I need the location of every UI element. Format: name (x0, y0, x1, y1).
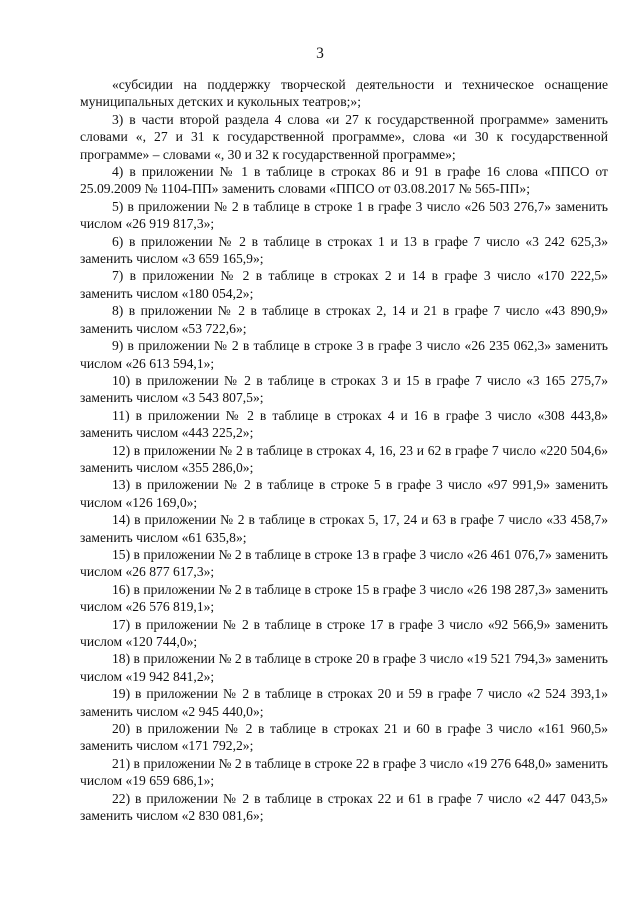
paragraph-item-22: 22) в приложении № 2 в таблице в строках 22 и 61 в графе 7 число «2 447 043,5» заменить числом «2 830 081,6»; (80, 790, 608, 824)
paragraph-item-11: 11) в приложении № 2 в таблице в строках 4 и 16 в графе 3 число «308 443,8» заменить числом «443 225,2»; (80, 407, 608, 441)
paragraph-item-12: 12) в приложении № 2 в таблице в строках 4, 16, 23 и 62 в графе 7 число «220 504,6» заменить числом «355 286,0»; (80, 442, 608, 475)
paragraph-item-21: 21) в приложении № 2 в таблице в строке 22 в графе 3 число «19 276 648,0» заменить числом «19 659 686,1»; (80, 755, 608, 789)
paragraph-item-15: 15) в приложении № 2 в таблице в строке 13 в графе 3 число «26 461 076,7» заменить числом «26 877 617,3»; (80, 546, 608, 580)
paragraph-item-5: 5) в приложении № 2 в таблице в строке 1 в графе 3 число «26 503 276,7» заменить числом «26 919 817,3»; (80, 198, 608, 232)
paragraph-continuation: «субсидии на поддержку творческой деятельности и техническое оснащение муниципальных детских и кукольных театров;»; (80, 77, 608, 110)
paragraph-item-16: 16) в приложении № 2 в таблице в строке 15 в графе 3 число «26 198 287,3» заменить числом «26 576 819,1»; (80, 581, 608, 615)
paragraph-item-18: 18) в приложении № 2 в таблице в строке 20 в графе 3 число «19 521 794,3» заменить числом «19 942 841,2»; (80, 651, 608, 684)
paragraph-item-7: 7) в приложении № 2 в таблице в строках 2 и 14 в графе 3 число «170 222,5» заменить числом «180 054,2»; (80, 268, 608, 301)
paragraph-item-3: 3) в части второй раздела 4 слова «и 27 к государственной программе» заменить словами «, 27 и 31 к государственной программе», слова «и 30 к государственной программе» – словами «, 30 и 32 к государственной программе»; (80, 111, 608, 162)
paragraph-item-9: 9) в приложении № 2 в таблице в строке 3 в графе 3 число «26 235 062,3» заменить числом «26 613 594,1»; (80, 338, 608, 371)
paragraph-item-10: 10) в приложении № 2 в таблице в строках 3 и 15 в графе 7 число «3 165 275,7» заменить числом «3 543 807,5»; (80, 372, 608, 406)
paragraph-item-20: 20) в приложении № 2 в таблице в строках 21 и 60 в графе 3 число «161 960,5» заменить числом «171 792,2»; (80, 721, 608, 754)
paragraph-item-13: 13) в приложении № 2 в таблице в строке 5 в графе 3 число «97 991,9» заменить числом «126 169,0»; (80, 477, 608, 510)
paragraph-item-8: 8) в приложении № 2 в таблице в строках 2, 14 и 21 в графе 7 число «43 890,9» заменить числом «53 722,6»; (80, 303, 608, 336)
document-body (80, 76, 608, 824)
page-number: 3 (316, 45, 324, 62)
paragraph-item-6: 6) в приложении № 2 в таблице в строках 1 и 13 в графе 7 число «3 242 625,3» заменить числом «3 659 165,9»; (80, 233, 608, 267)
paragraph-item-14: 14) в приложении № 2 в таблице в строках 5, 17, 24 и 63 в графе 7 число «33 458,7» заменить числом «61 635,8»; (80, 512, 608, 545)
paragraph-item-4: 4) в приложении № 1 в таблице в строках 86 и 91 в графе 16 слова «ППСО от 25.09.2009 № 1104-ПП» заменить словами «ППСО от 03.08.2017 № 565-ПП»; (80, 164, 608, 197)
paragraph-item-17: 17) в приложении № 2 в таблице в строке 17 в графе 3 число «92 566,9» заменить числом «120 744,0»; (80, 616, 608, 649)
paragraph-item-19: 19) в приложении № 2 в таблице в строках 20 и 59 в графе 7 число «2 524 393,1» заменить числом «2 945 440,0»; (80, 686, 608, 719)
